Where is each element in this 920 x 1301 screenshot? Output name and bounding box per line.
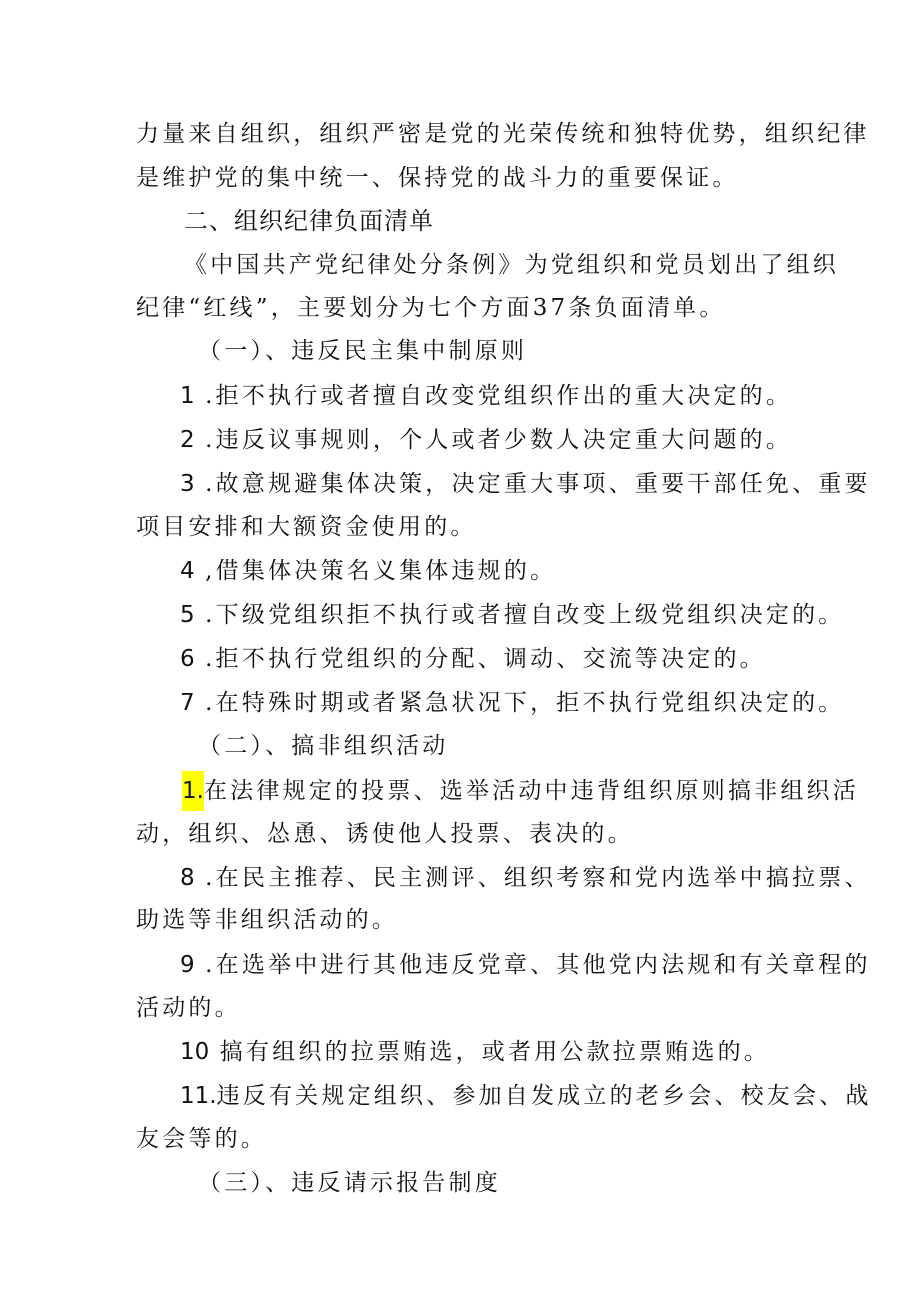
body-text-line: 助选等非组织活动的。 (136, 907, 398, 933)
item-number: 3 (180, 471, 195, 497)
list-item (180, 464, 920, 504)
item-text: .故意规避集体决策，决定重大事项、重要干部任免、重要 (194, 471, 871, 497)
list-item (180, 683, 920, 723)
body-text-line: 活动的。 (136, 995, 241, 1021)
list-item (180, 1032, 920, 1072)
item-number: 8 (180, 865, 195, 891)
item-text: 搞有组织的拉票贿选，或者用公款拉票贿选的。 (209, 1039, 770, 1065)
item-number: 2 (180, 427, 195, 453)
highlighted-item-number: 1. (182, 771, 204, 811)
subsection-heading: （三）、违反请示报告制度 (198, 1170, 501, 1196)
item-text: .在特殊时期或者紧急状况下，拒不执行党组织决定的。 (194, 690, 845, 716)
body-text-line: 纪律“红线”，主要划分为七个方面37条负面清单。 (136, 295, 726, 321)
list-item (180, 420, 920, 460)
item-text: .拒不执行或者擅自改变党组织作出的重大决定的。 (194, 383, 793, 409)
list-item (180, 945, 920, 985)
item-text: .在选举中进行其他违反党章、其他党内法规和有关章程的 (194, 952, 871, 978)
item-number: 9 (180, 952, 195, 978)
item-text: .在民主推荐、民主测评、组织考察和党内选举中搞拉票、 (194, 865, 871, 891)
item-number: 7 (180, 690, 195, 716)
list-item (182, 771, 920, 811)
item-text: .违反议事规则，个人或者少数人决定重大问题的。 (194, 427, 793, 453)
item-text: ,借集体决策名义集体违规的。 (194, 558, 557, 584)
item-number: 1 (180, 383, 195, 409)
list-item (180, 1076, 920, 1116)
item-number: 10 (180, 1039, 210, 1065)
section-heading: 二、组织纪律负面清单 (184, 207, 434, 235)
subsection-heading: （一）、违反民主集中制原则 (198, 338, 528, 364)
item-number: 11. (180, 1083, 217, 1109)
item-text: 违反有关规定组织、参加自发成立的老乡会、校友会、战 (216, 1083, 872, 1109)
body-text-line: 动，组织、怂恿、诱使他人投票、表决的。 (136, 821, 634, 847)
body-text-line: 项目安排和大额资金使用的。 (136, 514, 477, 540)
list-item (180, 551, 920, 591)
list-item (180, 639, 920, 679)
body-text-line: 力量来自组织，组织严密是党的光荣传统和独特优势，组织纪律 (136, 121, 870, 147)
item-text: .下级党组织拒不执行或者擅自改变上级党组织决定的。 (194, 602, 845, 628)
item-text: .拒不执行党组织的分配、调动、交流等决定的。 (194, 646, 766, 672)
body-text-line: 是维护党的集中统一、保持党的战斗力的重要保证。 (136, 165, 739, 191)
item-text: 在法律规定的投票、选举活动中违背组织原则搞非组织活 (203, 778, 859, 804)
item-number: 4 (180, 558, 195, 584)
body-text-line: 友会等的。 (136, 1126, 267, 1152)
list-item (180, 376, 920, 416)
item-number: 5 (180, 602, 195, 628)
list-item (180, 858, 920, 898)
list-item (180, 595, 920, 635)
body-text-line: 《中国共产党纪律处分条例》为党组织和党员划出了组织 (184, 252, 839, 278)
subsection-heading: （二）、搞非组织活动 (198, 733, 449, 759)
item-number: 6 (180, 646, 195, 672)
